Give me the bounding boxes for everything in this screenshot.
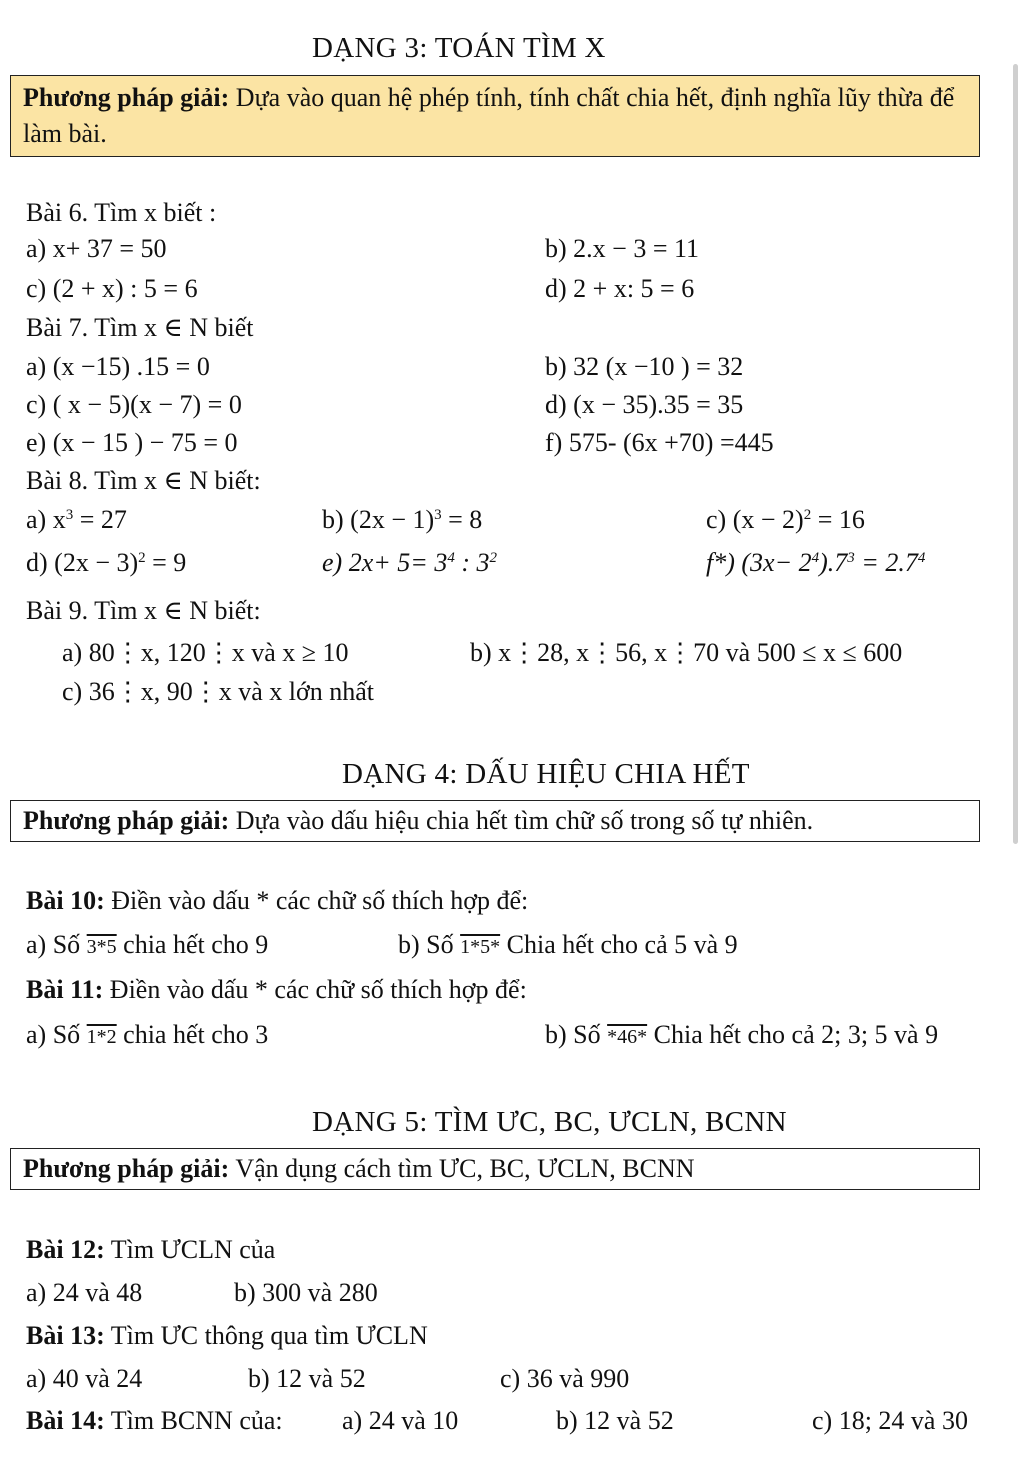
exercise-8-f: f*) $(3x- 2^4).7^3 = 2.7^4$ — [706, 548, 926, 577]
exercise-7-c: c) ( x − 5)(x − 7) = 0 — [26, 390, 242, 419]
exercise-9-b: b) x⋮28, x⋮56, x⋮70 và 500 ≤ x ≤ 600 — [470, 638, 903, 667]
exercise-6-d: d) 2 + x: 5 = 6 — [545, 274, 695, 303]
exercise-6-c: c) (2 + x) : 5 = 6 — [26, 274, 198, 303]
exercise-8-d: d) $(2x - 3)^2 = 9$ — [26, 548, 187, 577]
exercise-7-a: a) (x −15) .15 = 0 — [26, 352, 210, 381]
exercise-7-e: e) (x − 15 ) − 75 = 0 — [26, 428, 238, 457]
method-text: Dựa vào quan hệ phép tính, tính chất chia hết, định nghĩa lũy thừa để làm bài. — [23, 83, 955, 148]
exercise-11-title: Bài 11: Điền vào dấu * các chữ số thích hợp để: — [26, 975, 527, 1004]
method-label: Phương pháp giải: — [23, 806, 230, 835]
exercise-6-b: b) 2.x − 3 = 11 — [545, 234, 700, 263]
exercise-12-a: a) 24 và 48 — [26, 1278, 143, 1307]
exercise-12-title: Bài 12: Tìm ƯCLN của — [26, 1235, 276, 1264]
exercise-13-b: b) 12 và 52 — [248, 1364, 366, 1393]
overline-number: 1*2 — [86, 1026, 117, 1048]
overline-number: *46* — [607, 1026, 648, 1048]
section-title-d4: DẠNG 4: DẤU HIỆU CHIA HẾT — [342, 758, 750, 790]
exercise-14-b: b) 12 và 52 — [556, 1406, 674, 1435]
exercise-11-b: b) Số *46* Chia hết cho cả 2; 3; 5 và 9 — [545, 1020, 939, 1049]
section-title-d3: DẠNG 3: TOÁN TÌM X — [312, 32, 606, 64]
method-label: Phương pháp giải: — [23, 1154, 230, 1183]
exercise-9-c: c) 36⋮x, 90⋮x và x lớn nhất — [62, 677, 374, 706]
exercise-14-a: a) 24 và 10 — [342, 1406, 459, 1435]
exercise-10-b: b) Số 1*5* Chia hết cho cả 5 và 9 — [398, 930, 738, 959]
exercise-7-title: Bài 7. Tìm x ∈ N biết — [26, 313, 254, 342]
scrollbar[interactable] — [1013, 64, 1018, 844]
exercise-8-c: c) $(x - 2)^2 = 16$ — [706, 505, 865, 534]
exercise-8-title: Bài 8. Tìm x ∈ N biết: — [26, 466, 261, 495]
method-label: Phương pháp giải: — [23, 83, 230, 112]
exercise-7-b: b) 32 (x −10 ) = 32 — [545, 352, 744, 381]
exercise-8-a: a) $x^3 = 27$ — [26, 505, 127, 534]
method-box-d5 — [10, 1148, 980, 1190]
exercise-9-title: Bài 9. Tìm x ∈ N biết: — [26, 596, 261, 625]
exercise-6-title: Bài 6. Tìm x biết : — [26, 198, 217, 227]
exercise-13-title: Bài 13: Tìm ƯC thông qua tìm ƯCLN — [26, 1321, 428, 1350]
exercise-12-b: b) 300 và 280 — [234, 1278, 378, 1307]
section-title-d5: DẠNG 5: TÌM ƯC, BC, ƯCLN, BCNN — [312, 1106, 787, 1138]
exercise-8-e: e) $2x+ 5= 3^4$ : $3^2$ — [322, 548, 497, 577]
exercise-13-a: a) 40 và 24 — [26, 1364, 143, 1393]
method-text: Vận dụng cách tìm ƯC, BC, ƯCLN, BCNN — [229, 1154, 695, 1183]
method-box-d3 — [10, 75, 980, 157]
exercise-7-f: f) 575- (6x +70) =445 — [545, 428, 774, 457]
exercise-10-a: a) Số 3*5 chia hết cho 9 — [26, 930, 269, 959]
method-box-d4 — [10, 800, 980, 842]
exercise-14-title: Bài 14: Tìm BCNN của: — [26, 1406, 283, 1435]
exercise-10-title: Bài 10: Điền vào dấu * các chữ số thích hợp để: — [26, 886, 529, 915]
exercise-6-a: a) x+ 37 = 50 — [26, 234, 167, 263]
exercise-8-b: b) $(2x - 1)^3 = 8$ — [322, 505, 483, 534]
exercise-7-d: d) (x − 35).35 = 35 — [545, 390, 744, 419]
exercise-11-a: a) Số 1*2 chia hết cho 3 — [26, 1020, 269, 1049]
overline-number: 3*5 — [86, 936, 117, 958]
exercise-13-c: c) 36 và 990 — [500, 1364, 630, 1393]
exercise-9-a: a) 80⋮x, 120⋮x và x ≥ 10 — [62, 638, 349, 667]
overline-number: 1*5* — [460, 936, 501, 958]
method-text: Dựa vào dấu hiệu chia hết tìm chữ số trong số tự nhiên. — [229, 806, 814, 835]
exercise-14-c: c) 18; 24 và 30 — [812, 1406, 968, 1435]
